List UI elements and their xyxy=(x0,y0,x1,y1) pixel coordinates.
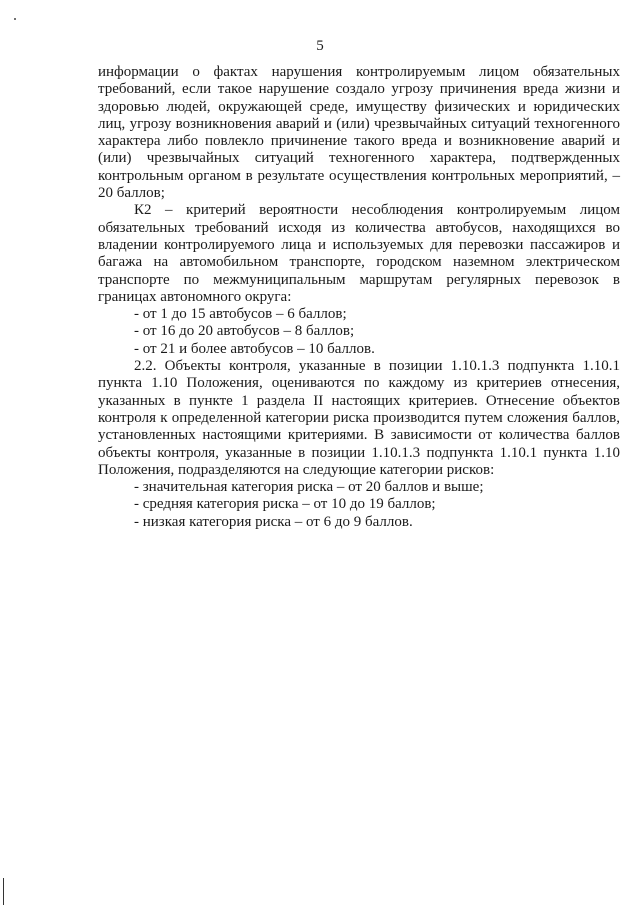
list-item: - от 1 до 15 автобусов – 6 баллов; xyxy=(134,306,347,323)
document-body xyxy=(98,64,620,531)
list-item: - средняя категория риска – от 10 до 19 баллов; xyxy=(134,496,436,513)
list-item: - от 21 и более автобусов – 10 баллов. xyxy=(134,340,375,357)
paragraph-k2-criterion: К2 – критерий вероятности несоблюдения контролируемым лицом обязательных требований исходя из количества автобусов, находящихся во владении контролируемого лица и используемых для перевозки пассажиров и багажа на автомобильном транспорте, городском наземном электрическом транспорте по межмуниципальным маршрутам регулярных перевозок в границах автономного округа: xyxy=(98,202,620,305)
list-item: - низкая категория риска – от 6 до 9 баллов. xyxy=(134,513,413,530)
page-number: 5 xyxy=(316,38,324,54)
scan-speck xyxy=(14,18,16,20)
paragraph-criteria-continuation: информации о фактах нарушения контролируемым лицом обязательных требований, если такое нарушение создало угрозу причинения вреда жизни и здоровью людей, окружающей среде, имуществу физических и юридических лиц, угрозу возникновения аварий и (или) чрезвычайных ситуаций техногенного характера либо повлекло причинение такого вреда и возникновение аварий и (или) чрезвычайных ситуаций техногенного характера, подтвержденных контрольным органом в результате осуществления контрольных мероприятий, – 20 баллов; xyxy=(98,64,620,202)
list-item: - значительная категория риска – от 20 баллов и выше; xyxy=(134,479,484,496)
list-item: - от 16 до 20 автобусов – 8 баллов; xyxy=(134,323,355,340)
paragraph-2-2: 2.2. Объекты контроля, указанные в позиции 1.10.1.3 подпункта 1.10.1 пункта 1.10 Положения, оцениваются по каждому из критериев отнесения, указанных в пункте 1 раздела II настоящих критериев. Отнесение объектов контроля к определенной категории риска производится путем сложения баллов, установленных настоящими критериями. В зависимости от количества баллов объекты контроля, указанные в позиции 1.10.1.3 подпункта 1.10.1 пункта 1.10 Положения, подразделяются на следующие категории рисков: xyxy=(98,358,620,478)
scan-edge-mark xyxy=(3,878,4,905)
